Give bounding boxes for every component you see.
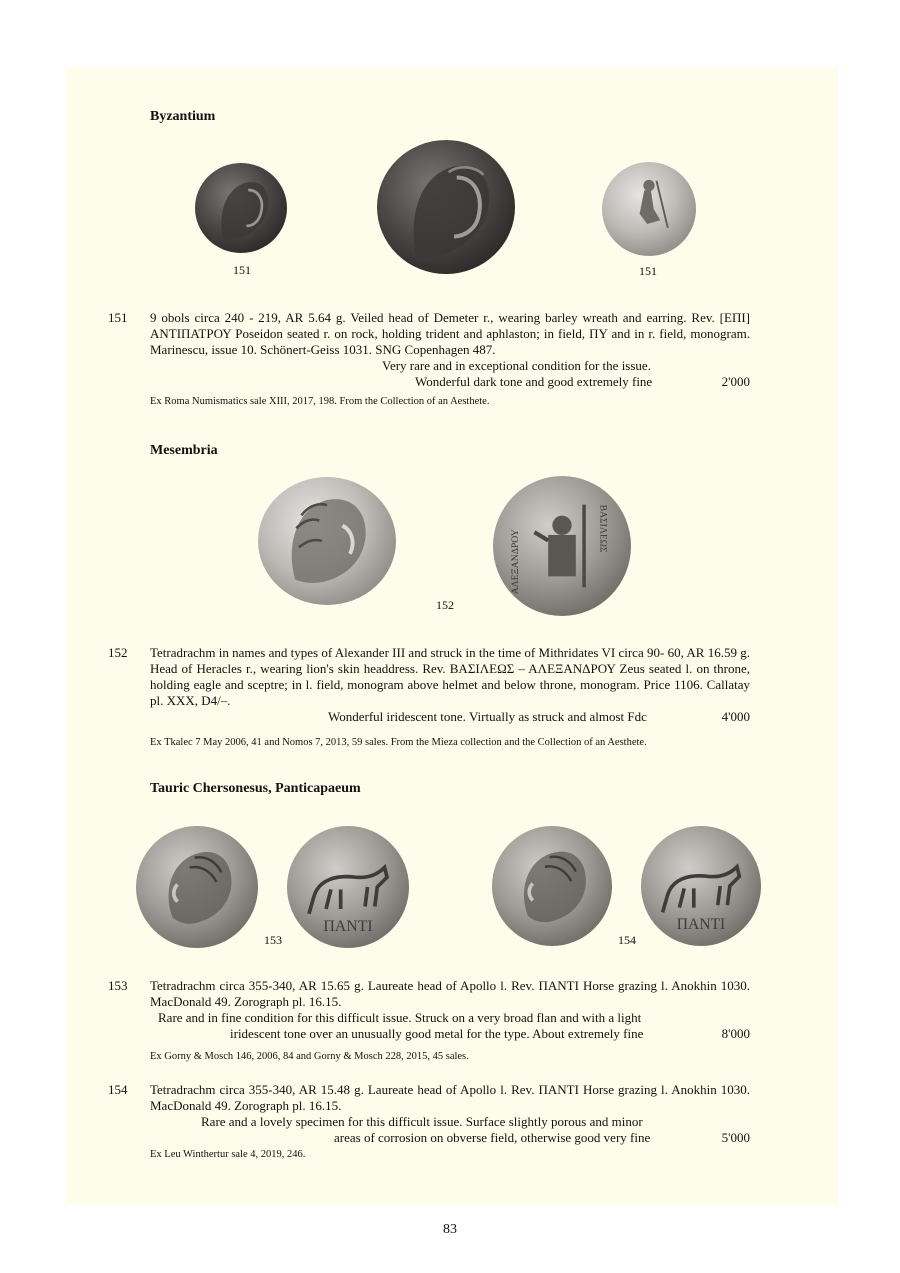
- lot-price-151: 2'000: [721, 374, 750, 389]
- coin-153-obverse-image: [136, 826, 258, 948]
- lot-remark-154-line1: Rare and a lovely specimen for this difficult issue. Surface slightly porous and minor: [201, 1114, 643, 1129]
- lot-provenance-154: Ex Leu Winthertur sale 4, 2019, 246.: [150, 1149, 306, 1160]
- section-heading-byzantium: Byzantium: [150, 109, 216, 124]
- coin-151-obverse-small-image: [195, 163, 287, 253]
- lot-description-153: Tetradrachm circa 355-340, AR 15.65 g. Laureate head of Apollo l. Rev. ΠΑΝΤΙ Horse grazing l. Anokhin 1030. MacDonald 49. Zorograph pl. 16.15.: [150, 978, 750, 1009]
- coin-152-obverse-image: [258, 477, 396, 605]
- lot-remark-153-line1: Rare and in fine condition for this difficult issue. Struck on a very broad flan and with a light: [158, 1010, 642, 1025]
- lot-provenance-151: Ex Roma Numismatics sale XIII, 2017, 198. From the Collection of an Aesthete.: [150, 396, 490, 407]
- coin-152-reverse-legend-right: ΒΑΣΙΛΕΩΣ: [597, 504, 609, 553]
- coin-151-obverse-enlarged-image: [377, 140, 515, 274]
- coin-label-151-obverse: 151: [233, 263, 251, 277]
- coin-label-151-reverse: 151: [639, 264, 657, 278]
- coin-152-reverse-image: [493, 476, 631, 616]
- section-heading-mesembria: Mesembria: [150, 443, 218, 458]
- coin-label-153: 153: [264, 933, 282, 947]
- lot-remark-152-line1: Wonderful iridescent tone. Virtually as struck and almost Fdc: [328, 709, 647, 724]
- lot-remark-151-line2: Wonderful dark tone and good extremely fine: [415, 374, 653, 389]
- coin-label-154: 154: [618, 933, 636, 947]
- lot-provenance-152: Ex Tkalec 7 May 2006, 41 and Nomos 7, 2013, 59 sales. From the Mieza collection and the Collection of an Aesthete.: [150, 737, 647, 748]
- coin-154-reverse-legend: ΠΑΝΤΙ: [676, 916, 726, 934]
- lot-provenance-153: Ex Gorny & Mosch 146, 2006, 84 and Gorny & Mosch 228, 2015, 45 sales.: [150, 1051, 469, 1062]
- coin-151-reverse-image: [602, 162, 696, 256]
- lot-description-152: Tetradrachm in names and types of Alexander III and struck in the time of Mithridates VI circa 90- 60, AR 16.59 g. Head of Heracles r., wearing lion's skin headdress. Rev. ΒΑΣΙΛΕΩΣ – ΑΛΕΞΑΝΔΡΟΥ Zeus seated l. on throne, holding eagle and sceptre; in l. field, monogram above helmet and below throne, monogram. Price 1106. Callatay pl. XXX, D4/–.: [150, 645, 750, 708]
- coin-153-reverse-legend: ΠΑΝΤΙ: [323, 917, 373, 935]
- lot-number-152: 152: [108, 645, 128, 660]
- lot-number-151: 151: [108, 310, 128, 325]
- lot-description-151: 9 obols circa 240 - 219, AR 5.64 g. Veiled head of Demeter r., wearing barley wreath and earring. Rev. [ΕΠΙ] ΑΝΤΙΠΑΤΡΟΥ Poseidon seated r. on rock, holding trident and aphlaston; in field, ΠΥ and in r. field, monogram. Marinescu, issue 10. Schönert-Geiss 1031. SNG Copenhagen 487.: [150, 310, 750, 357]
- lot-number-153: 153: [108, 978, 128, 993]
- lot-price-153: 8'000: [721, 1026, 750, 1041]
- coin-label-152: 152: [436, 598, 454, 612]
- lot-description-154: Tetradrachm circa 355-340, AR 15.48 g. Laureate head of Apollo l. Rev. ΠΑΝΤΙ Horse grazing l. Anokhin 1030. MacDonald 49. Zorograph pl. 16.15.: [150, 1082, 750, 1113]
- lot-remark-153-line2: iridescent tone over an unusually good metal for the type. About extremely fine: [230, 1026, 644, 1041]
- lot-price-152: 4'000: [721, 709, 750, 724]
- coin-154-reverse-image: [641, 826, 761, 946]
- section-heading-panticapaeum: Tauric Chersonesus, Panticapaeum: [150, 781, 361, 796]
- lot-price-154: 5'000: [721, 1130, 750, 1145]
- coin-152-reverse-legend-left: ΑΛΕΞΑΝΔΡΟΥ: [509, 529, 521, 595]
- lot-remark-154-line2: areas of corrosion on obverse field, otherwise good very fine: [334, 1130, 651, 1145]
- coin-153-reverse-image: [287, 826, 409, 948]
- page-number: 83: [443, 1222, 457, 1237]
- lot-number-154: 154: [108, 1082, 128, 1097]
- lot-remark-151-line1: Very rare and in exceptional condition for the issue.: [382, 358, 651, 373]
- coin-154-obverse-image: [492, 826, 612, 946]
